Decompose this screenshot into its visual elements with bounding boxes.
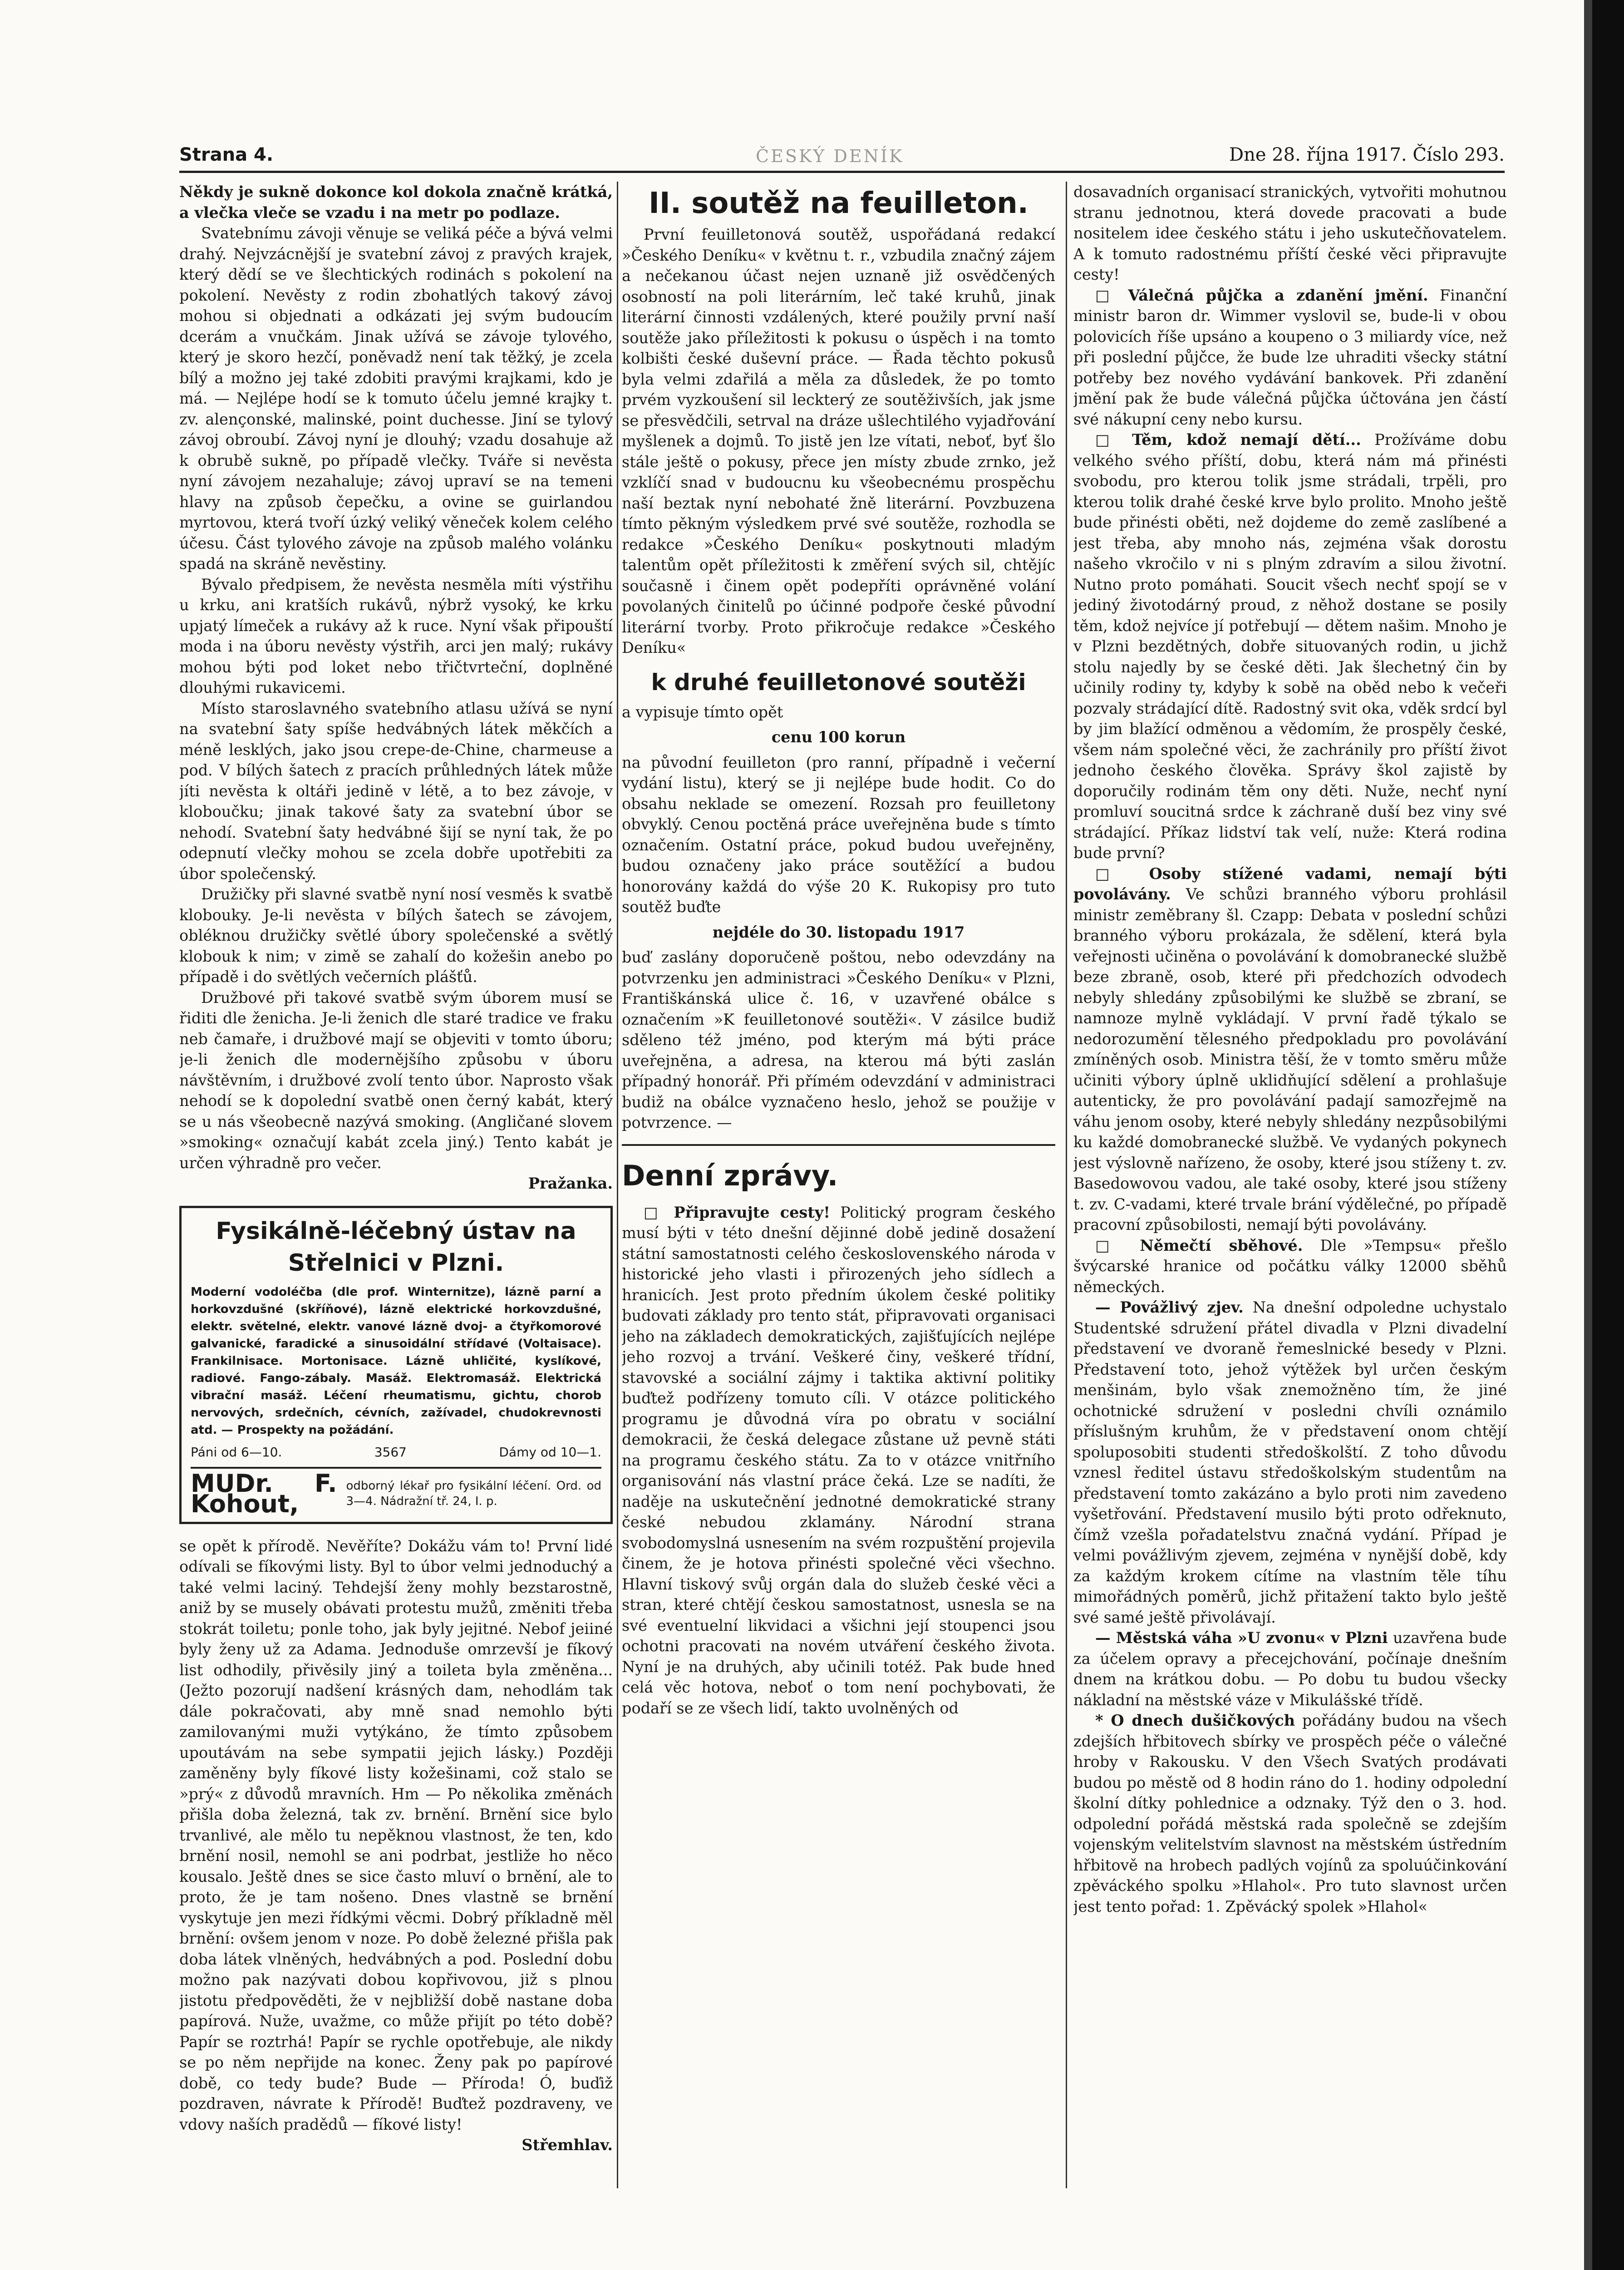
section-rule <box>622 1144 1055 1146</box>
ad-hours <box>191 1443 601 1461</box>
paragraph: se opět k přírodě. Nevěříte? Dokážu vám to! První lidé odívali se fíkovými listy. Byl to úbor velmi jednoduchý a také velmi laciný. Tehdejší ženy mohly bezstarostně, aniž by se musely obávati protestu mužů, změniti třeba stokrát toiletu; ponle toho, jak byly jejitné. Nebof jeiiné byly ženy už za Adama. Jednoduše omrzevší je fíkový list odhodily, přivěsily jiný a toileta byla změněna... (Ježto pozorují nadšení krásných dam, nehodlám tak dále pokračovati, aby mně snad nemohlo býti zamilovanými muži vytýkáno, že tímto způsobem upoutávám na sebe sympatii jejich lásky.) Později zaměněny byly fíkové listy kožešinami, což stalo se »prý« z důvodů mravních. Hm — Po několika změnách přišla doba železná, tak zv. brnění. Brnění sice bylo trvanlivé, ale mělo tu nepěknou vlastnost, že ten, kdo brnění nosil, nemohl se ani podrbat, jestliže ho něco kousalo. Ještě dnes se sice často mluví o brnění, ale to proto, že je tam nošeno. Dnes vlastně se brnění vyskytuje jen mezi řídkými věcmi. Dobrý příkladně měl brnění: ovšem jenom v noze. Po době železné přišla pak doba látek vlněných, hedvábných a pod. Poslední dobu možno pak nazývati dobou kopřivovou, již s plnou jistotu předpověděti, že v nejbližší době nastane doba papírová. Nuže, uvažme, co může přijít po této době? Papír se roztrhá! Papír se rychle opotřebuje, ale nikdy se po něm nepřijde na konec. Ženy pak po papírové době, co tedy bude? Bude — Příroda! Ó, buďiž pozdraven, návrate k Přírodě! Buďtež pozdraveny, ve vdovy naších pradědů — fíkové listy! <box>179 1537 613 2133</box>
news-item-title: — Městská váha »U zvonu« v Plzni <box>1095 1629 1388 1647</box>
news-item <box>1073 429 1507 864</box>
news-item <box>1073 1297 1507 1628</box>
news-item <box>622 1202 1055 1719</box>
news-item-text: Prožíváme dobu velkého svého příští, dobu, která nám má přinésti svobodu, pro kterou tolik jsme strádali, trpěli, pro kterou tolik drahé české krve bylo prolito. Mnoho ještě bude přinésti oběti, než dojdeme do země zaslíbené a jest třeba, aby mnoho nás, zejména však dorostu našeho vkročilo v ni s plným zdravím a silou životní. Nutno proto pomáhati. Soucit všech nechť spojí se v jediný životodárný proud, z něhož dostane se posily těm, kdož nejvíce jí potřebují — dětem našim. Mnoho je v Plzni bezdětných, dobře situovaných rodin, u jichž stolu najedly by se české děti. Jak šlechetný čin by učinily rodiny ty, kdyby k sobě na oběd nebo k večeři pozvaly strádající dítě. Radostný svit oka, vděk srdcí byl by jim blažící odměnou a vědomím, že prospěly české, všem nám společné věci, že zachránily pro příští život jednoho českého člověka. Správy škol zajistě by doporučily rodinám těm ony děti. Nuže, nechť nyní promluví soucitná srdce k záchraně duší bez viny své strádající. Příkaz lidství tak velí, nuže: Která rodina bude první? <box>1073 431 1507 862</box>
advertisement <box>179 1206 613 1524</box>
news-item <box>1073 285 1507 430</box>
column-divider <box>617 182 618 2188</box>
scan-border-edge <box>1584 0 1592 2270</box>
ad-hours-men: Páni od 6—10. <box>191 1444 282 1460</box>
ad-title: Fysikálně-léčebný ústav na Střelnici v Plzni. <box>216 1217 576 1277</box>
news-item-title: □ Němečtí sběhové. <box>1095 1236 1303 1254</box>
paragraph: dosavadních organisací stranických, vytvořiti mohutnou stranu jednotnou, která dovede pracovati a bude nositelem idee českého státu i jeho uskutečňovatelem. A k tomuto radostnému příští české věci připravujte cesty! <box>1073 183 1507 283</box>
news-item-title: □ Připravujte cesty! <box>644 1203 830 1221</box>
news-item-title: □ Těm, kdož nemají dětí... <box>1095 431 1361 449</box>
news-item-text: Ve schůzi branného výboru prohlásil ministr zeměbrany šl. Czapp: Debata v poslední schůzi branného výboru prokázala, že sdělení, která byla veřejnosti učiněna o povolávání k domobranecké službě beze zbraně, osob, které při předchozích odvodech nebyly shledány způsobilými ke službě se zbraní, se namnoze mylně vykládají. V první řadě týkalo se nedorozumění tělesného předpokladu pro povolávání zmíněných osob. Ministra těší, že v tomto směru může učiniti výbory úplně uklidňující sdělení a prohlašuje autenticky, že pro povolávání padají samozřejmě na váhu jenom osoby, které nebyly shledány nezpůsobilými ku každé domobranecké službě. Ve vydaných pokynech jest výslovně nařízeno, že osoby, které jsou stíženy t. zv. Basedowovou vadou, ale také osoby, které jsou stíženy t. zv. C-vadami, které trvale brání výdělečné, po případě pracovní způsobilosti, nemají býti povolávány. <box>1073 885 1507 1234</box>
ad-doctor-info: odborný lékař pro fysikální léčení. Ord. od 3—4. Nádražní tř. 24, I. p. <box>346 1479 601 1508</box>
paragraph: Někdy je sukně dokonce kol dokola značně krátká, a vlečka vleče se vzadu i na metr po podlaze. <box>179 183 613 222</box>
page-number: Strana 4. <box>179 144 274 165</box>
paragraph: První feuilletonová soutěž, uspořádaná redakcí »Českého Deníku« v květnu t. r., vzbudila značný zájem a nečekanou účast nejen uznaně již osvědčených osobností na poli literárním, leč také kruhů, jinak literární činnosti vzdálených, které použily první naší soutěže jako příležitosti k pokusu o úspěch i na tomto kolbišti české duševní práce. — Řada těchto pokusů byla velmi zdařilá a měla za důsledek, že po tomto prvém vyzkoušení sil leckterý ze soutěživších, jak jsme se přesvědčili, setrval na dráze ušlechtilého vyjadřování myšlenek a dojmů. To jistě jen lze vítati, neboť, byť šlo stále ještě o pokusy, přece jen místy zbude zrnko, jež vzklíčí snad v budoucnu ku všeobecnému prospěchu naší beztak nyní nebohaté žně literární. Povzbuzena tímto pěkným výsledkem prvé své soutěže, rozhodla se redakce »Českého Deníku« poskytnouti mladým talentům opět příležitosti k změření svých sil, chtějíc současně i činem opět podepříti oprávněné volání povolaných činitelů po účinné podpoře české původní literární tvorby. Proto přikročuje redakce »Českého Deníku« <box>622 226 1055 656</box>
news-item-title: □ Válečná půjčka a zdanění jmění. <box>1095 286 1428 304</box>
paragraph: a vypisuje tímto opět <box>622 703 783 721</box>
scan-border <box>1584 0 1624 2270</box>
paragraph: Bývalo předpisem, že nevěsta nesměla míti výstřihu u krku, ani kratších rukávů, nýbrž vysoký, ke krku upjatý límeček a rukávy až k ruce. Nyní však připouští moda i na úboru nevěsty výstřih, arci jen malý; rukávy mohou býti pod loket nebo třičtvrteční, doplněné dlouhými rukavicemi. <box>179 575 613 696</box>
news-item-title: * O dnech dušičkových <box>1095 1712 1295 1729</box>
news-item-title: □ Osoby stížené vadami, nemají býti povolávány. <box>1073 864 1507 903</box>
ad-body: Moderní vodoléčba (dle prof. Winternitze), lázně parní a horkovzdušné (skříňové), lázně elektrické horkovzdušné, elektr. světelné, elektr. vanové lázně dvoj- a čtyřkomorové galvanické, faradické a sinusoidální střídavé (Voltaisace). Frankilnisace. Mortonisace. Lázně uhličité, kyslíkové, radiové. Fango-zábaly. Masáž. Elektromasáž. Elektrická vibrační masáž. Léčení rheumatismu, gichtu, chorob nervových, srdečních, cévních, zažívadel, chudokrevnosti atd. — Prospekty na požádání. <box>191 1285 601 1437</box>
subheadline: k druhé feuilletonové soutěži <box>651 669 1026 696</box>
author-signature: Pražanka. <box>528 1174 613 1192</box>
news-item-text: pořádány budou na všech zdejších hřbitovech sbírky ve prospěch péče o válečné hroby v Rakousku. V den Všech Svatých prodávati budou po městě od 8 hodin ráno do 1. hodiny odpolední školní dítky pohlednice a odznaky. Týž den o 3. hod. odpolední pořádá městská rada společně se zdejším vojenským velitelstvím slavnost na městském ústředním hřbitově na hrobech padlých vojínů za spoluúčinkování zpěváckého spolku »Hlahol«. Pro tuto slavnost určen jest tento pořad: 1. Zpěvácký spolek »Hlahol« <box>1073 1712 1507 1915</box>
news-item-text: Na dnešní odpoledne uchystalo Studentské sdružení přátel divadla v Plzni divadelní představení ve dvoraně řemeslnické besedy v Plzni. Představení toto, jehož výtěžek byl určen českým menšinám, bylo však znemožněno tím, že jiné ochotnické sdružení v posledni chvíli oznámilo příslušným kruhům, že v představení onom chtějí spoluposobiti studenti středoškolští. Z toho důvodu vznesl ředitel ústavu středoškolským studentům na představení tomto zakázáno a bylo proti nim zavedeno vyšetřování. Představení musilo býti proto odřeknuto, čímž vzešla pořadatelstvu značná vydání. Případ je velmi povážlivým zjevem, zejména v nynější době, kdy za každým krokem cítíme na vlastním těle tíhu mimořádných poměrů, jichž přitažení takto bylo ještě své samé ještě přivolávají. <box>1073 1298 1507 1626</box>
news-item-text: Finanční ministr baron dr. Wimmer vyslovil se, bude-li v obou polovicích říše upsáno a koupeno o 3 miliardy více, než při poslední půjčce, že bude lze uhraditi všecky státní potřeby bez nového vydávání bankovek. Při zdanění jmění pak že bude válečná půjčka účtována jen částí své nákupní ceny nebo kursu. <box>1073 286 1507 428</box>
news-item-title: — Povážlivý zjev. <box>1095 1298 1244 1316</box>
column-2 <box>622 182 1055 2188</box>
column-1 <box>179 182 613 2156</box>
issue-date: Dne 28. října 1917. Číslo 293. <box>1229 144 1505 165</box>
news-item-text: Politický program českého musí býti v této dnešní dějinné době jedině dosažení státní samostatnosti celého československého národa v historické jeho vlasti i přirozených jeho sídlech a hranicích. Jest proto předním úkolem české politiky budovati základy pro tento stát, připravovati organisaci jeho na základech demokratických, zajišťujících nejlépe jeho rozvoj a trvání. Veškeré činy, veškeré třídní, stavovské a sociální zájmy i taktika aktivní politiky buďtež podřízeny tomuto cíli. V otázce politického programu je důvodná víra po obratu v sociální demokracii, že česká delegace zůstane už pevně státi na programu českého státu. Za to v otázce vnitřního organisování nás vlastní práce čeká. Lze se nadíti, že naděje na uskutečnění jednotné demokratické strany české nebudou zklamány. Národní strana svobodomyslná usnesením na svém rozpuštění projevila činem, že je hotova přinésti společné věci všechno. Hlavní tiskový svůj orgán dala do služeb české věci a stran, které chtějí českou samostatnost, usnesla se na své eventuelní likvidaci a všichni její stoupenci jsou ochotni pracovati na novém utváření českého života. Nyní je na druhých, aby učinili totéž. Pak bude hned celá věc hotova, neboť o tom není pochybovati, že podaří se ze všech lidí, takto uvolněných od <box>622 1203 1055 1717</box>
ad-doctor <box>191 1467 601 1518</box>
column-3 <box>1073 182 1507 2188</box>
paragraph: na původní feuilleton (pro ranní, případně i večerní vydání listu), který se ji nejlépe bude hodit. Co do obsahu neklade se omezení. Rozsah pro feuilletony obvyklý. Cenou poctěná práce uveřejněna bude s tímto označením. Ostatní práce, pokud budou uveřejněny, budou označeny jako práce soutěžící a budou honorovány každá do výše 20 K. Rukopisy pro tuto soutěž buďte <box>622 753 1055 916</box>
news-item-text: uzavřena bude za účelem opravy a přecejchování, počínaje dnešním dnem na krátkou dobu. — Po dobu tu budou všecky nákladní na městské váze v Mikulášské třídě. <box>1073 1629 1507 1709</box>
ad-doctor-name: MUDr. F. Kohout, <box>191 1469 337 1518</box>
news-item <box>1073 1628 1507 1710</box>
news-item-text: Dle »Tempsu« přešlo švýcarské hranice od počátku války 12000 sběhů německých. <box>1073 1236 1507 1296</box>
news-item <box>1073 864 1507 1235</box>
news-item <box>1073 1710 1507 1917</box>
header-rule <box>179 171 1505 173</box>
news-item <box>1073 1235 1507 1298</box>
newspaper-name: ČESKÝ DENÍK <box>756 146 904 166</box>
paragraph: buď zaslány doporučeně poštou, nebo odevzdány na potvrzenku jen administraci »Českého Deníku« v Plzni, Františkánská ulice č. 16, v uzavřené obálce s označením »K feuilletonové soutěži«. V zásilce budiž sděleno též jméno, pod kterým má býti práce uveřejněna, a adresa, na kterou má býti zaslán případný honorář. Při přímém odevzdání v administraci budiž na obálce vyznačeno heslo, jehož se použije v potvrzence. — <box>622 948 1055 1131</box>
ad-code: 3567 <box>374 1444 407 1460</box>
paragraph: Družičky při slavné svatbě nyní nosí vesměs k svatbě klobouky. Je-li nevěsta v bílých šatech se závojem, obléknou družičky světlé úbory společenské a světlý klobouk k nim; v zimě se zahalí do kožešin anebo po případě i do světlých večerních plášťů. <box>179 885 613 986</box>
column-divider <box>1066 182 1067 2188</box>
paragraph: Svatebnímu závoji věnuje se veliká péče a bývá velmi drahý. Nejvzácnější je svatební závoj z pravých krajek, který dědí se ve šlechtických rodinách s pokolení na pokolení. Nevěsty z rodin zbohatlých takový závoj mohou si objednati a odkázati jej svým budoucím dcerám a vnučkám. Jinak užívá se závoje tylového, který je skoro hezčí, poněvadž není tak těžký, je zcela bílý a možno jej také zdobiti pravými krajkami, kdo je má. — Nejlépe hodí se k tomuto účelu jemné krajky t. zv. alençonské, malinské, point duchesse. Jiní se tylový závoj obroubí. Závoj nyní je dlouhý; vzadu dosahuje až k obrubě sukně, po případě vlečky. Tváře si nevěsta nyní závojem nezahaluje; závoj upraví se na temeni hlavy na způsob čepečku, a ovine se guirlandou myrtovou, která tvoří úzký veliký věneček kolem celého účesu. Část tylového závoje na způsob malého volánku spadá na skráně nevěstiny. <box>179 224 613 572</box>
headline: II. soutěž na feuilleton. <box>649 187 1029 220</box>
paragraph: Místo staroslavného svatebního atlasu užívá se nyní na svatební šaty spíše hedvábných látek měkčích a méně lesklých, jako jsou crepe-de-Chine, charmeuse a pod. V bílých šatech z pracích průhledných látek může jíti nevěsta k oltáři jedině v létě, a to bez závoje, v kloboučku; jinak takové šaty za svatební úbor se nehodí. Svatební šaty hedvábné šijí se nyní tak, že po odepnutí vlečky mohou se zcela dobře upotřebiti za úbor společenský. <box>179 699 613 883</box>
ad-hours-women: Dámy od 10—1. <box>499 1444 601 1460</box>
page-header <box>179 144 1505 172</box>
author-signature: Střemhlav. <box>522 2136 613 2154</box>
section-headline: Denní zprávy. <box>622 1159 838 1192</box>
deadline: nejdéle do 30. listopadu 1917 <box>712 923 965 941</box>
paragraph: Družbové při takové svatbě svým úborem musí se řiditi dle ženicha. Je-li ženich dle staré tradice ve fraku neb čamaře, i družbové mají se objeviti v tomto úboru; je-li ženich dle modernějšího způsobu v úboru návštěvním, i družbové zvolí tento úbor. Naprosto však nehodí se k dopolední svatbě onen černý kabát, který se u nás všeobecně nazývá smoking. (Angličané slovem »smoking« označují kabát zcela jiný.) Tento kabát je určen výhradně pro večer. <box>179 988 613 1172</box>
prize-amount: cenu 100 korun <box>771 728 906 746</box>
